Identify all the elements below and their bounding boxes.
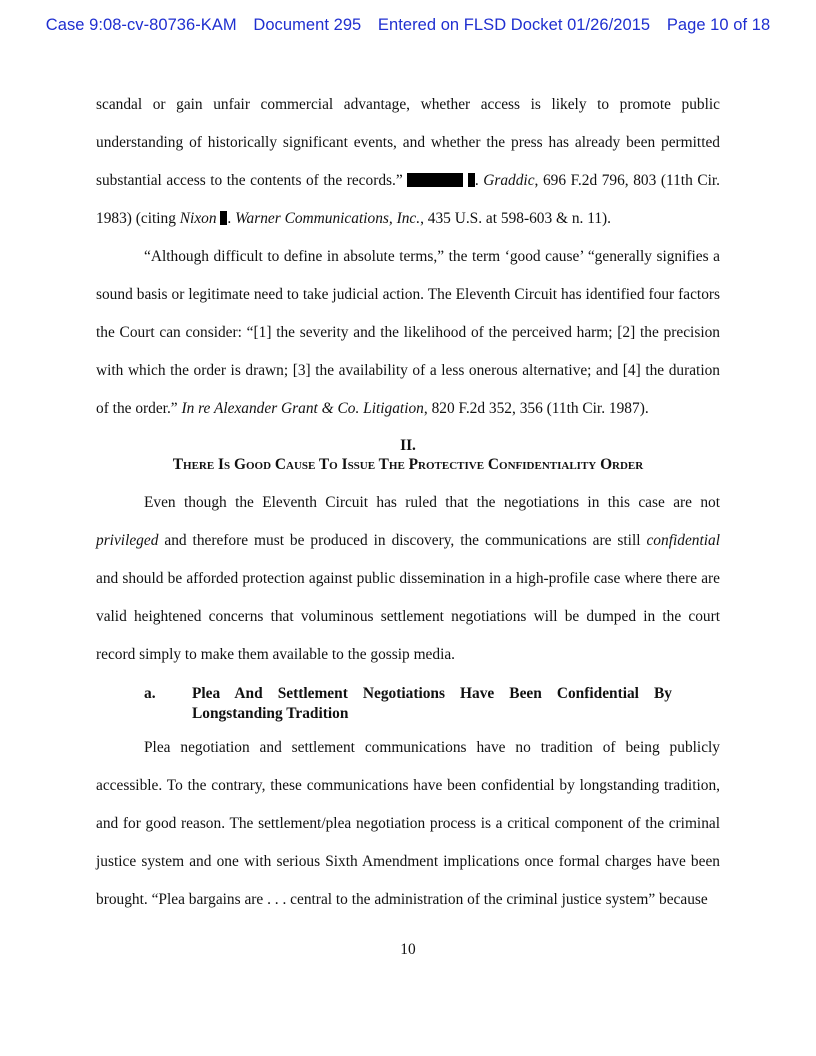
p2-text-b: , 820 F.2d 352, 356 (11th Cir. 1987). [423,400,649,417]
p3-text-b: and therefore must be produced in discovery, the communications are still [158,532,647,549]
section-number: II. [400,437,416,454]
p1-text-f: , 435 U.S. at 598-603 & n. 11). [420,210,612,227]
redaction-bar [407,173,463,187]
emphasis: privileged [96,532,159,549]
p1-text-e: . [227,210,236,227]
paragraph-3 [96,484,720,674]
paragraph-2 [96,238,720,428]
case-number: Case 9:08-cv-80736-KAM [45,16,237,34]
page-number: 10 [400,941,416,958]
redaction-bar [468,173,475,187]
case-citation: Warner Communications, Inc. [235,210,421,227]
section-title: There Is Good Cause To Issue The Protective Confidentiality Order [172,456,644,473]
p4-text: Plea negotiation and settlement communications have no tradition of being publicly accessible. To the contrary, these communications have been confidential by longstanding tradition, and for good reason. The settlement/plea negotiation process is a critical component of the criminal justice system and one with serious Sixth Amendment implications once formal charges have been brought. “Plea bargains are . . . central to the administration of the criminal justice system” because [96,739,720,908]
case-citation: In re Alexander Grant & Co. Litigation [181,400,424,417]
p3-text-c: and should be afforded protection against public dissemination in a high-profile case where there are valid heightened concerns that voluminous settlement negotiations will be dumped in the court record simply to make them available to the gossip media. [96,570,720,663]
p1-text-b: . [474,172,484,189]
docket-entry: Entered on FLSD Docket 01/26/2015 [377,16,651,34]
case-citation: Nixon [179,210,217,227]
document-number: Document 295 [253,16,362,34]
subsection-letter: a. [144,685,156,702]
emphasis: confidential [646,532,720,549]
p3-text-a: Even though the Eleventh Circuit has ruled that the negotiations in this case are not [144,494,720,511]
p1-text-a: scandal or gain unfair commercial advantage, whether access is likely to promote public understanding of historically significant events, and whether the press has already been permitted substantial access to the contents of the records.” [96,96,720,189]
p1-text-c: , 696 F.2d 796, 803 (11th Cir. 1983) (citing [96,172,720,227]
case-citation: Graddic [483,172,535,189]
p2-text-a: “Although difficult to define in absolute terms,” the term ‘good cause’ “generally signifies a sound basis or legitimate need to take judicial action. The Eleventh Circuit has identified four factors the Court can consider: “[1] the severity and the likelihood of the perceived harm; [2] the precision with which the order is drawn; [3] the availability of a less onerous alternative; and [4] the duration of the order.” [96,248,720,417]
page-count: Page 10 of 18 [666,16,771,34]
paragraph-4 [96,729,720,919]
paragraph-1 [96,86,720,238]
subsection-title: Plea And Settlement Negotiations Have Been Confidential By Longstanding Tradition [192,685,672,722]
docket-header [0,16,816,35]
